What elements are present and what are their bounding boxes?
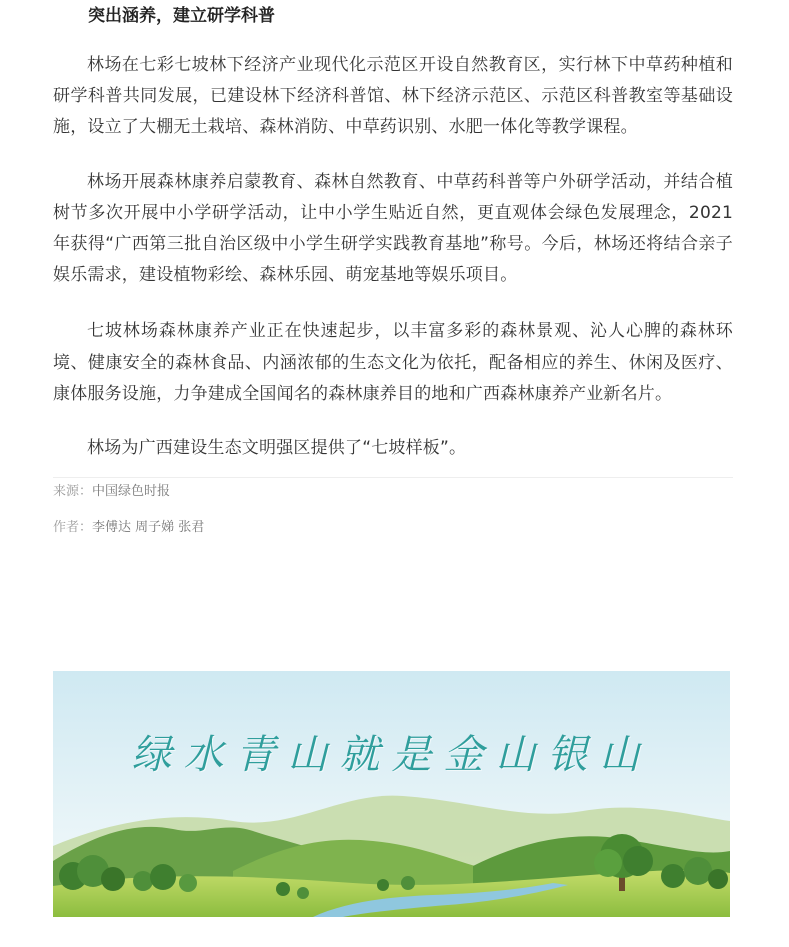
paragraph-3: 七坡林场森林康养产业正在快速起步，以丰富多彩的森林景观、沁人心脾的森林环境、健康安全的森林食品、内涵浓郁的生态文化为依托，配备相应的养生、休闲及医疗、康体服务设施，力争建成全国闻名的森林康养目的地和广西森林康养产业新名片。 [53, 321, 733, 404]
source-label: 来源： [53, 484, 93, 500]
landscape-illustration [53, 671, 730, 917]
section-heading: 突出涵养，建立研学科普 [88, 6, 275, 26]
source-line [53, 482, 733, 502]
article [53, 0, 733, 538]
author-value: 李傅达 周子娣 张君 [92, 520, 205, 536]
divider [53, 477, 733, 478]
banner-slogan: 绿水青山就是金山银山 [131, 732, 652, 778]
paragraph-4: 林场为广西建设生态文明强区提供了“七坡样板”。 [87, 438, 467, 459]
author-line [53, 518, 733, 538]
author-label: 作者： [53, 520, 93, 536]
landscape-banner [53, 671, 730, 917]
source-value: 中国绿色时报 [92, 484, 171, 500]
paragraph-1: 林场在七彩七坡林下经济产业现代化示范区开设自然教育区，实行林下中草药种植和研学科普共同发展，已建设林下经济科普馆、林下经济示范区、示范区科普教室等基础设施，设立了大棚无土栽培、森林消防、中草药识别、水肥一体化等教学课程。 [53, 55, 733, 138]
paragraph-2: 林场开展森林康养启蒙教育、森林自然教育、中草药科普等户外研学活动，并结合植树节多次开展中小学研学活动，让中小学生贴近自然，更直观体会绿色发展理念，2021年获得“广西第三批自治区级中小学生研学实践教育基地”称号。今后，林场还将结合亲子娱乐需求，建设植物彩绘、森林乐园、萌宠基地等娱乐项目。 [53, 171, 733, 286]
